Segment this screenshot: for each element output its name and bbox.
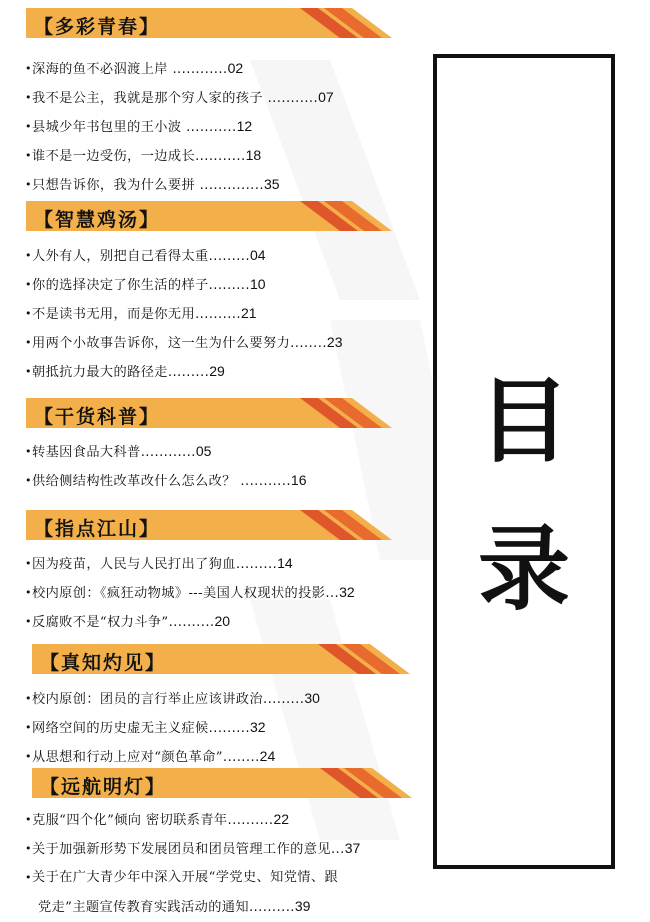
toc-entry[interactable]: • 网络空间的历史虚无主义症候.........32 (25, 719, 266, 736)
page-number: 32 (339, 584, 355, 600)
page-number: 10 (249, 276, 266, 292)
toc-entry[interactable]: • 从思想和行动上应对“颜色革命”........24 (25, 748, 276, 765)
section-heading: 【智慧鸡汤】 (34, 209, 161, 231)
toc-title-char-1: 目 (477, 367, 570, 475)
toc-entry[interactable]: • 你的选择决定了你生活的样子.........10 (25, 276, 266, 293)
section-zhenzhi-zhuojian (0, 644, 430, 771)
toc-entry[interactable]: • 克服“四个化”倾向 密切联系青年..........22 (25, 811, 290, 828)
section-yuanhang-mingdeng (0, 768, 430, 921)
page-number: 20 (214, 613, 231, 629)
toc-entry[interactable]: • 校内原创：《疯狂动物城》---美国人权现状的投影...32 (25, 584, 355, 601)
toc-entry[interactable]: • 不是读书无用，而是你无用..........21 (25, 305, 257, 322)
page-number: 30 (304, 690, 320, 706)
page-number: 32 (249, 719, 266, 735)
page-number: 05 (195, 443, 212, 459)
page-number: 04 (249, 247, 266, 263)
section-banner (0, 510, 430, 540)
page-number: 29 (209, 363, 225, 379)
section-zhidian-jiangshan (0, 510, 430, 636)
toc-entry[interactable]: • 反腐败不是“权力斗争”..........20 (25, 613, 231, 630)
page-number: 37 (344, 840, 361, 856)
toc-entry[interactable]: • 关于加强新形势下发展团员和团员管理工作的意见...37 (25, 840, 361, 857)
section-banner (0, 644, 430, 674)
toc-entry[interactable]: • 校内原创：团员的言行举止应该讲政治.........30 (25, 690, 320, 707)
page-number: 22 (273, 811, 290, 827)
toc-entry[interactable]: • 供给侧结构性改革改什么怎么改？ ...........16 (25, 472, 307, 489)
section-heading: 【干货科普】 (34, 406, 161, 428)
toc-entry[interactable]: • 人外有人，别把自己看得太重.........04 (25, 247, 266, 264)
section-banner (0, 8, 430, 38)
section-duocai-qingchun (0, 8, 430, 199)
toc-entry[interactable]: • 因为疫苗，人民与人民打出了狗血.........14 (25, 555, 293, 572)
page-number: 23 (326, 334, 343, 350)
page-number: 02 (227, 60, 244, 76)
toc-entry[interactable]: • 用两个小故事告诉你，这一生为什么要努力........23 (25, 334, 343, 351)
section-ganhuo-kepu (0, 398, 430, 495)
toc-entry[interactable]: • 谁不是一边受伤，一边成长...........18 (25, 147, 262, 164)
page-number: 18 (245, 147, 262, 163)
page-number: 24 (259, 748, 276, 764)
toc-entry[interactable]: • 朝抵抗力最大的路径走.........29 (25, 363, 225, 380)
toc-entry[interactable]: • 关于在广大青少年中深入开展“学党史、知党情、跟 (25, 870, 339, 885)
page-number: 35 (263, 176, 280, 192)
toc-entry-continuation[interactable]: 党走”主题宣传教育实践活动的通知..........39 (38, 898, 311, 915)
page-number: 14 (277, 555, 293, 571)
page-number: 12 (236, 118, 253, 134)
page-number: 07 (318, 89, 334, 105)
toc-entry[interactable]: • 只想告诉你，我为什么要拼 ..............35 (25, 176, 280, 193)
toc-entry[interactable]: • 县城少年书包里的王小波 ...........12 (25, 118, 253, 135)
section-banner (0, 768, 430, 798)
page-number: 16 (290, 472, 307, 488)
section-heading: 【多彩青春】 (34, 16, 161, 38)
toc-title-box (433, 54, 615, 869)
section-zhihui-jitang (0, 201, 430, 386)
section-heading: 【指点江山】 (34, 518, 161, 540)
section-banner (0, 398, 430, 428)
section-heading: 【远航明灯】 (40, 776, 167, 798)
page-number: 21 (240, 305, 257, 321)
page-number: 39 (294, 898, 311, 914)
toc-entry[interactable]: • 我不是公主，我就是那个穷人家的孩子 ...........07 (25, 89, 334, 106)
toc-title-char-2: 录 (477, 515, 570, 623)
section-banner (0, 201, 430, 231)
toc-entry[interactable]: • 深海的鱼不必泅渡上岸 ............02 (25, 60, 244, 77)
section-heading: 【真知灼见】 (40, 652, 167, 674)
toc-entry[interactable]: • 转基因食品大科普............05 (25, 443, 212, 460)
